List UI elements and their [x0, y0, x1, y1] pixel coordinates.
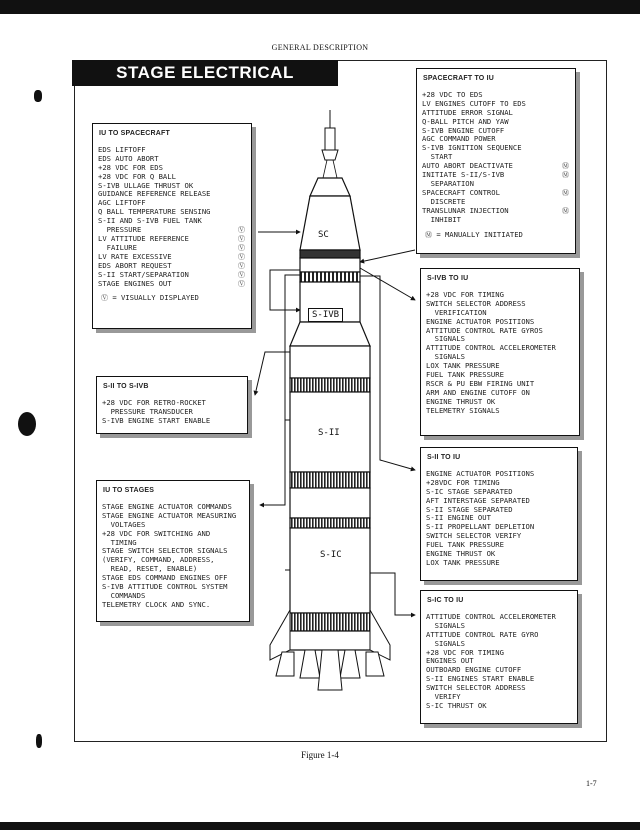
box-title: S-IC TO IU [427, 597, 464, 604]
box-item-text: SPACECRAFT CONTROL [422, 187, 500, 197]
box-item-list [426, 613, 571, 711]
box-item-text: +28 VDC FOR Q BALL [98, 171, 176, 181]
box-item-text: STAGE ENGINES OUT [98, 278, 172, 288]
box-item-text: +28 VDC FOR SWITCHING AND [102, 528, 211, 538]
box-item-text: TRANSLUNAR INJECTION [422, 205, 509, 215]
box-item-text: START [422, 152, 453, 162]
box-iu-to-spacecraft [92, 123, 252, 329]
circled-marker-icon: Ⓥ [238, 270, 245, 279]
box-item-text: AGC COMMAND POWER [422, 134, 496, 144]
label-sic: S-IC [320, 550, 342, 560]
arrow-sc-to-iu [360, 250, 415, 262]
box-item-text: ENGINES OUT [426, 656, 474, 666]
box-footnote [425, 231, 569, 240]
box-item-text: SWITCH SELECTOR ADDRESS [426, 683, 526, 693]
box-item-text: COMMANDS [102, 590, 146, 600]
box-item-text: STAGE EDS COMMAND ENGINES OFF [102, 573, 228, 583]
label-sivb: S-IVB [308, 308, 343, 322]
box-item [102, 417, 241, 426]
box-item-text: S-IVB IGNITION SEQUENCE [422, 143, 522, 153]
box-item-text: S-II STAGE SEPARATED [426, 504, 513, 514]
box-item-text: EDS LIFTOFF [98, 144, 146, 154]
footnote-text: = VISUALLY DISPLAYED [112, 293, 199, 303]
box-title: SPACECRAFT TO IU [423, 75, 494, 82]
launch-escape-tower [322, 110, 338, 178]
box-item-text: VERIFICATION [426, 307, 487, 317]
box-item-text: SWITCH SELECTOR ADDRESS [426, 298, 526, 308]
box-item-text: LV ATTITUDE REFERENCE [98, 233, 189, 243]
box-item-list [422, 91, 569, 225]
box-item-text: ATTITUDE ERROR SIGNAL [422, 107, 513, 117]
circled-marker-icon: Ⓥ [238, 252, 245, 261]
box-item-text: ATTITUDE CONTROL RATE GYROS [426, 325, 543, 335]
box-item-text: PRESSURE [98, 225, 142, 235]
circled-marker-icon: Ⓥ [238, 279, 245, 288]
box-item-text: S-IVB ATTITUDE CONTROL SYSTEM [102, 582, 228, 592]
box-sivb-to-iu [420, 268, 580, 436]
sii-stage [290, 346, 370, 488]
box-item-text: ENGINE THRUST OK [426, 549, 496, 559]
bottom-border [0, 822, 640, 830]
box-item-text: S-II ENGINE OUT [426, 513, 491, 523]
box-item-text: INITIATE S-II/S-IVB [422, 170, 505, 180]
box-item-text: S-IC THRUST OK [426, 700, 487, 710]
box-item-text: FUEL TANK PRESSURE [426, 540, 504, 550]
footnote-text: = MANUALLY INITIATED [436, 229, 523, 239]
box-item-text: S-II PROPELLANT DEPLETION [426, 522, 535, 532]
box-item-text: EDS ABORT REQUEST [98, 260, 172, 270]
label-sii: S-II [318, 428, 340, 438]
box-item-text: FUEL TANK PRESSURE [426, 370, 504, 380]
box-item-text: STAGE ENGINE ACTUATOR MEASURING [102, 510, 237, 520]
box-item-text: +28 VDC FOR TIMING [426, 289, 504, 299]
box-item-text: ATTITUDE CONTROL RATE GYRO [426, 629, 539, 639]
box-item-text: +28 VDC TO EDS [422, 89, 483, 99]
binder-hole [18, 412, 36, 436]
box-item-text: SIGNALS [426, 620, 465, 630]
circled-marker-icon: Ⓜ [562, 171, 569, 180]
box-footnote [101, 294, 245, 303]
box-item-text: STAGE SWITCH SELECTOR SIGNALS [102, 546, 228, 556]
box-item-text: S-IVB ULLAGE THRUST OK [98, 180, 194, 190]
box-item-text: SEPARATION [422, 178, 474, 188]
box-item-text: EDS AUTO ABORT [98, 153, 159, 163]
circled-marker-icon: Ⓥ [238, 261, 245, 270]
box-iu-to-stages [96, 480, 250, 622]
box-item-text: LV ENGINES CUTOFF TO EDS [422, 98, 526, 108]
box-item-text: +28 VDC FOR TIMING [426, 647, 504, 657]
box-item-text: VERIFY [426, 692, 461, 702]
circled-marker-icon: Ⓜ [425, 230, 432, 239]
box-item-text: ARM AND ENGINE CUTOFF ON [426, 387, 530, 397]
binder-mark [34, 90, 42, 102]
box-item-text: ENGINE ACTUATOR POSITIONS [426, 316, 535, 326]
box-title: IU TO STAGES [103, 487, 155, 494]
label-sc: SC [318, 230, 329, 240]
box-item-text: LOX TANK PRESSURE [426, 361, 500, 371]
box-item-text: READ, RESET, ENABLE) [102, 564, 198, 574]
box-item-text: RSCR & PU EBW FIRING UNIT [426, 378, 535, 388]
circled-marker-icon: Ⓥ [101, 294, 108, 303]
box-title: S-II TO S-IVB [103, 383, 149, 390]
box-item-text: ATTITUDE CONTROL ACCELEROMETER [426, 611, 556, 621]
box-item-text: AUTO ABORT DEACTIVATE [422, 161, 513, 171]
binder-mark [36, 734, 42, 748]
box-item-text: LV RATE EXCESSIVE [98, 251, 172, 261]
box-item-text: S-II AND S-IVB FUEL TANK [98, 216, 202, 226]
box-title: IU TO SPACECRAFT [99, 130, 170, 137]
box-item-text: TELEMETRY CLOCK AND SYNC. [102, 599, 211, 609]
box-item-text: AFT INTERSTAGE SEPARATED [426, 495, 530, 505]
box-item-text: LOX TANK PRESSURE [426, 557, 500, 567]
box-item-text: S-IVB ENGINE CUTOFF [422, 125, 505, 135]
box-item-text: SIGNALS [426, 352, 465, 362]
box-item-list [98, 146, 245, 289]
box-item-text: (VERIFY, COMMAND, ADDRESS, [102, 555, 215, 565]
box-item-text: INHIBIT [422, 214, 461, 224]
box-item-text: +28 VDC FOR RETRO-ROCKET [102, 397, 206, 407]
box-item-text: GUIDANCE REFERENCE RELEASE [98, 189, 211, 199]
box-item-list [426, 470, 571, 568]
box-title: S-IVB TO IU [427, 275, 469, 282]
figure-caption: Figure 1-4 [301, 750, 339, 760]
box-item-text: +28 VDC FOR EDS [98, 162, 163, 172]
box-item-text: STAGE ENGINE ACTUATOR COMMANDS [102, 501, 232, 511]
box-item-text: SIGNALS [426, 638, 465, 648]
box-item-text: DISCRETE [422, 196, 466, 206]
box-item [426, 407, 573, 416]
box-sic-to-iu [420, 590, 578, 724]
page-number: 1-7 [586, 779, 597, 788]
box-item-list [102, 503, 243, 610]
box-sii-to-sivb [96, 376, 248, 434]
box-item-list [426, 291, 573, 416]
box-item-text: S-II ENGINES START ENABLE [426, 674, 535, 684]
box-item-text: TELEMETRY SIGNALS [426, 405, 500, 415]
circled-marker-icon: Ⓜ [562, 188, 569, 197]
box-title: S-II TO IU [427, 454, 461, 461]
box-sii-to-iu [420, 447, 578, 581]
box-item-list [102, 399, 241, 426]
box-item-text: TIMING [102, 537, 137, 547]
box-item [422, 216, 569, 225]
box-item-text: SWITCH SELECTOR VERIFY [426, 531, 522, 541]
box-item-text: Q BALL TEMPERATURE SENSING [98, 207, 211, 217]
box-item-text: S-IC STAGE SEPARATED [426, 486, 513, 496]
box-item-text: ATTITUDE CONTROL ACCELEROMETER [426, 343, 556, 353]
circled-marker-icon: Ⓥ [238, 243, 245, 252]
box-spacecraft-to-iu [416, 68, 576, 254]
box-item-text: Q-BALL PITCH AND YAW [422, 116, 509, 126]
spacecraft-section [300, 178, 360, 282]
box-item [98, 280, 245, 289]
box-item-text: SIGNALS [426, 334, 465, 344]
box-item-text: S-IVB ENGINE START ENABLE [102, 415, 211, 425]
sic-stage [285, 488, 375, 650]
box-item-text: ENGINE ACTUATOR POSITIONS [426, 468, 535, 478]
arrow-sivb-to-iu [360, 268, 415, 300]
box-item-text: +28VDC FOR TIMING [426, 477, 500, 487]
box-item-text: FAILURE [98, 242, 137, 252]
box-item-text: AGC LIFTOFF [98, 198, 146, 208]
page-header: GENERAL DESCRIPTION [271, 43, 369, 52]
figure-title: STAGE ELECTRICAL INTERFACE FLOW [72, 60, 338, 86]
box-item [426, 702, 571, 711]
box-item-text: OUTBOARD ENGINE CUTOFF [426, 665, 522, 675]
box-item [102, 601, 243, 610]
circled-marker-icon: Ⓥ [238, 226, 245, 235]
box-item-text: PRESSURE TRANSDUCER [102, 406, 193, 416]
box-item-text: VOLTAGES [102, 519, 146, 529]
box-item-text: S-II START/SEPARATION [98, 269, 189, 279]
box-item [426, 559, 571, 568]
circled-marker-icon: Ⓜ [562, 206, 569, 215]
circled-marker-icon: Ⓜ [562, 162, 569, 171]
box-item-text: ENGINE THRUST OK [426, 396, 496, 406]
circled-marker-icon: Ⓥ [238, 234, 245, 243]
